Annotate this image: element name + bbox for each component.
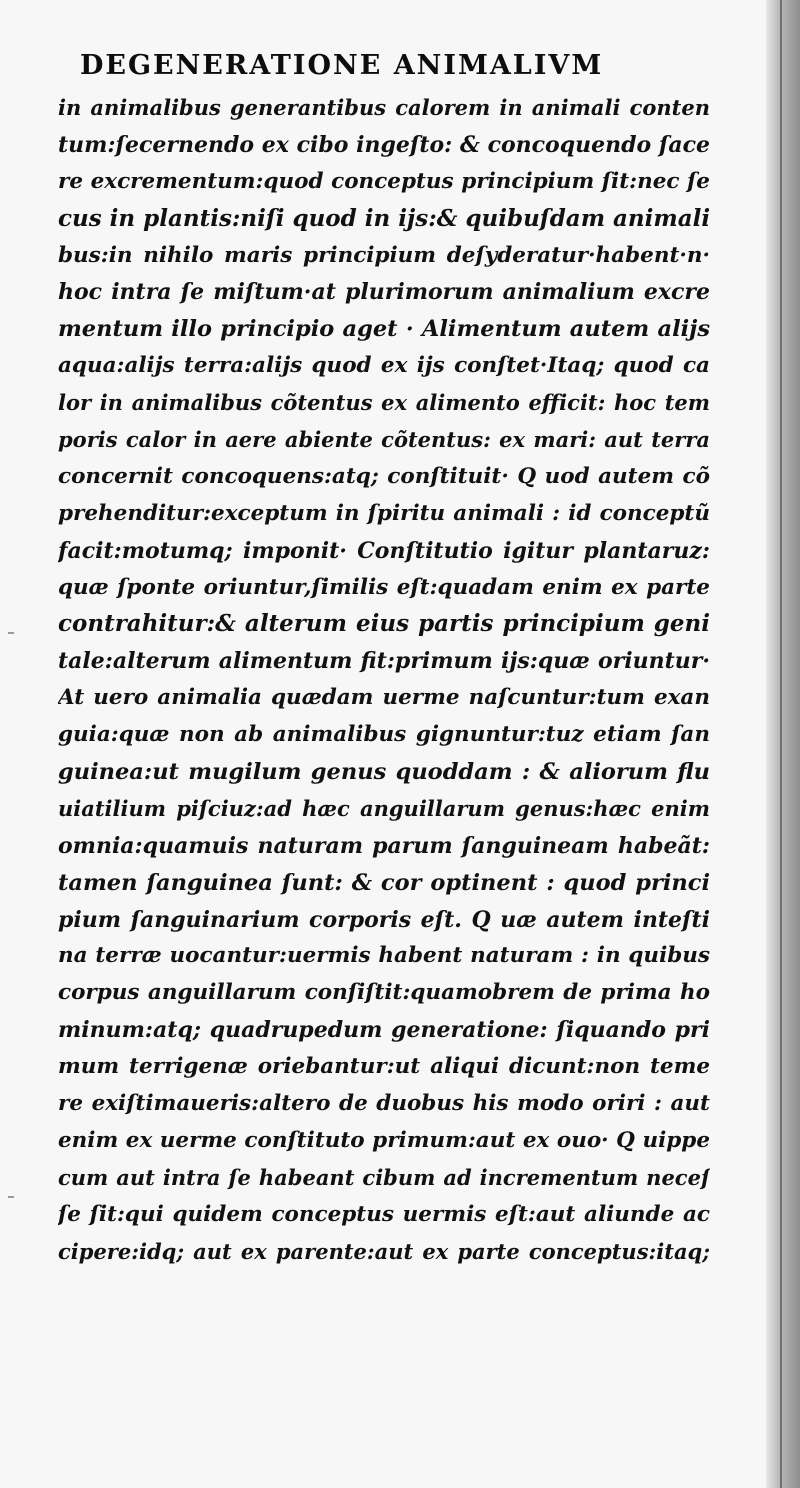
text-line: tale:alterum alimentum fit:primum ijs:quæ oriuntur· (58, 648, 710, 675)
page-edge-shadow (766, 0, 800, 1488)
text-line: na terræ uocantur:uermis habent naturam : in quibus (58, 943, 710, 969)
text-line: re exiſtimaueris:altero de duobus his modo oriri : aut (58, 1091, 710, 1117)
text-line: tamen ſanguinea ſunt: & cor optinent : quod princi (58, 869, 710, 896)
text-line: contrahitur:& alterum eius partis principium geni (58, 610, 710, 638)
text-line: minum:atq; quadrupedum generatione: ſiquando pri (58, 1017, 710, 1044)
text-line: hoc intra ſe miſtum·at plurimorum animalium excre (58, 279, 710, 306)
text-block (58, 42, 710, 1271)
text-line: cum aut intra ſe habeant cibum ad incrementum neceſ (58, 1164, 710, 1190)
text-line: ſe ſit:qui quidem conceptus uermis eſt:aut aliunde ac (58, 1201, 710, 1227)
text-line: prehenditur:exceptum in ſpiritu animali : id conceptũ (58, 500, 710, 526)
text-line: mentum illo principio aget · Alimentum autem alijs (58, 316, 710, 343)
text-line: aqua:alijs terra:alijs quod ex ijs conſtet·Itaq; quod ca (58, 353, 710, 379)
text-line: enim ex uerme conſtituto primum:aut ex ouo· Q uippe (58, 1127, 710, 1153)
text-line: guia:quæ non ab animalibus gignuntur:tuz etiam ſan (58, 722, 710, 748)
text-line: concernit concoquens:atq; conſtituit· Q uod autem cõ (58, 463, 710, 489)
running-head: DEGENERATIONE ANIMALIVM (80, 50, 604, 81)
text-line: At uero animalia quædam uerme naſcuntur:tum exan (58, 685, 710, 711)
text-line: facit:motumq; imponit· Conſtitutio igitur plantaruz: (58, 537, 710, 564)
text-line: poris calor in aere abiente cõtentus: ex mari: aut terra (58, 427, 710, 453)
text-line: pium ſanguinarium corporis eſt. Q uæ autem inteſti (58, 906, 710, 933)
margin-mark (8, 632, 14, 634)
text-line: corpus anguillarum conſiſtit:quamobrem de prima ho (58, 980, 710, 1006)
text-line: in animalibus generantibus calorem in animali conten (58, 95, 710, 120)
body-text (58, 90, 710, 1271)
text-line: bus:in nihilo maris principium deſyderatur·habent·n· (58, 242, 710, 268)
text-line: cus in plantis:niſi quod in ijs:& quibuſdam animali (58, 204, 710, 232)
text-line: omnia:quamuis naturam parum ſanguineam habeãt: (58, 832, 710, 859)
text-line: cipere:idq; aut ex parente:aut ex parte conceptus:itaq; (58, 1238, 710, 1264)
text-line: mum terrigenæ oriebantur:ut aliqui dicunt:non teme (58, 1054, 710, 1080)
text-line: quæ ſponte oriuntur,ſimilis eſt:quadam enim ex parte (58, 574, 710, 600)
text-line: guinea:ut mugilum genus quoddam : & aliorum flu (58, 759, 710, 786)
page-spine-line (780, 0, 782, 1488)
text-line: uiatilium piſciuz:ad hæc anguillarum genus:hæc enim (58, 795, 710, 821)
text-line: tum:ſecernendo ex cibo ingeſto: & concoquendo ſace (58, 131, 710, 158)
margin-mark (8, 1196, 14, 1198)
text-line: re excrementum:quod conceptus principium ſit:nec ſe (58, 168, 710, 194)
text-line: lor in animalibus cõtentus ex alimento efficit: hoc tem (58, 390, 710, 416)
